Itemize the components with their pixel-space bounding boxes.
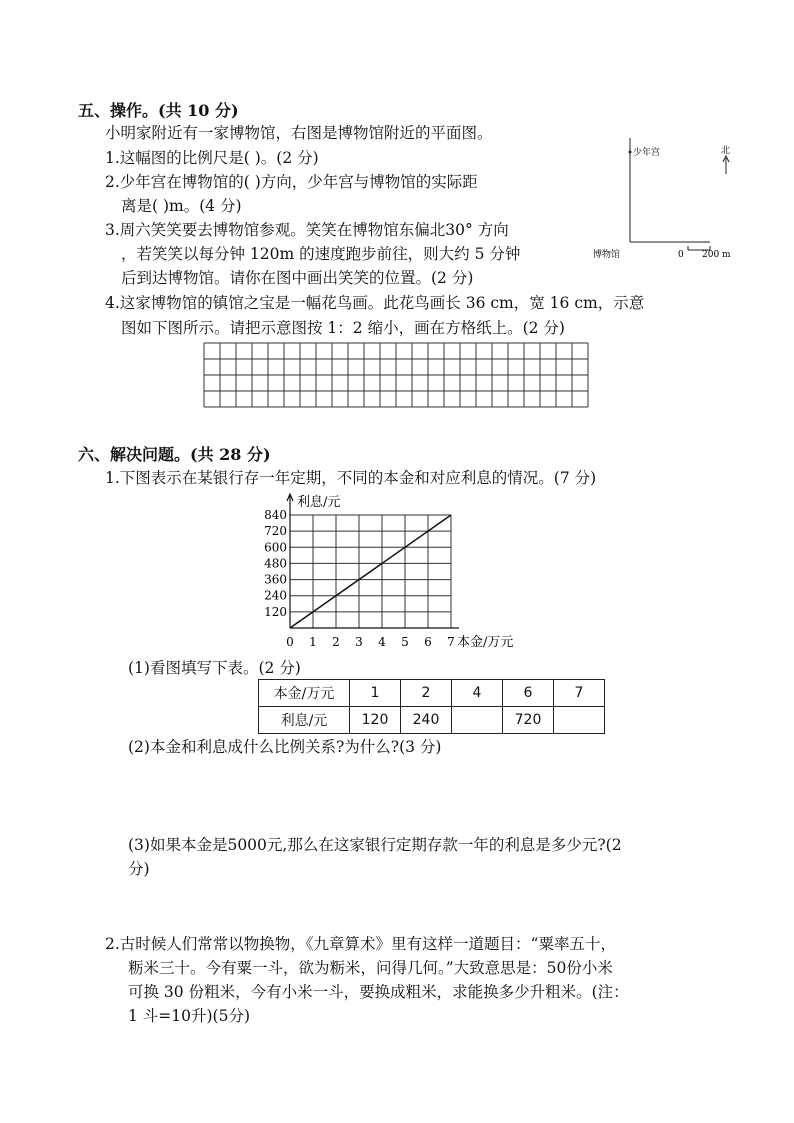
table-row: [259, 707, 605, 734]
x-axis-label: 本金/万元: [457, 635, 514, 650]
question-6-1-3-line1: (3)如果本金是5000元,那么在这家银行定期存款一年的利息是多少元?(2: [128, 836, 622, 854]
question-6-2-line1: 2.古时候人们常常以物换物，《九章算术》里有这样一道题目：“粟率五十，: [105, 935, 616, 953]
question-6-2-line2: 粝米三十。今有粟一斗，欲为粝米，问得几何。”大致意思是：50份小米: [128, 959, 613, 977]
y-tick-label: 840: [264, 508, 287, 522]
question-5-3-line2: ，若笑笑以每分钟 120m 的速度跑步前往，则大约 5 分钟: [121, 245, 521, 263]
question-6-2-line4: 1 斗=10升)(5分): [128, 1007, 251, 1025]
question-5-3-line3: 后到达博物馆。请你在图中画出笑笑的位置。(2 分): [121, 269, 474, 287]
principal-interest-table: [258, 679, 605, 734]
question-6-2-line3: 可换 30 份粗米，今有小米一斗，要换成粗米，求能换多少升粗米。(注：: [128, 983, 629, 1001]
section-5-title: 五、操作。(共 10 分): [78, 101, 239, 120]
question-5-3-line1: 3.周六笑笑要去博物馆参观。笑笑在博物馆东偏北30° 方向: [105, 221, 509, 239]
y-tick-label: 120: [264, 604, 287, 619]
x-tick-label: 5: [401, 635, 409, 649]
north-arrow-icon: [723, 156, 729, 174]
question-5-1: 1.这幅图的比例尺是( )。(2 分): [105, 149, 319, 167]
y-axis-label: 利息/元: [297, 495, 341, 510]
table-row: [259, 680, 605, 707]
interest-line-chart: [255, 490, 540, 655]
table-cell: 6: [503, 680, 554, 707]
y-tick-label: 480: [264, 556, 287, 571]
y-tick-label: 360: [264, 572, 287, 587]
answer-blank-cell[interactable]: [554, 707, 605, 734]
table-header-interest: 利息/元: [259, 707, 350, 734]
y-tick-label: 240: [264, 588, 287, 603]
question-5-4-line2: 图如下图所示。请把示意图按 1：2 缩小，画在方格纸上。(2 分): [121, 319, 565, 337]
table-cell: 4: [452, 680, 503, 707]
museum-map: [590, 136, 740, 266]
question-5-2-line1: 2.少年宫在博物馆的( )方向，少年宫与博物馆的实际距: [105, 173, 478, 191]
x-tick-label: 1: [309, 635, 317, 649]
question-5-4-line1: 4.这家博物馆的镇馆之宝是一幅花鸟画。此花鸟画长 36 cm，宽 16 cm，示意: [105, 294, 645, 312]
x-tick-label: 2: [332, 635, 340, 649]
question-6-1-3-line2: 分): [128, 860, 150, 878]
x-tick-label: 4: [378, 635, 386, 649]
youth-palace-point: [629, 151, 632, 154]
table-cell: 2: [401, 680, 452, 707]
table-cell: 1: [350, 680, 401, 707]
scale-distance-label: 200 m: [702, 250, 731, 260]
youth-palace-label: 少年宫: [633, 148, 661, 158]
table-cell: 720: [503, 707, 554, 734]
table-cell: 120: [350, 707, 401, 734]
x-tick-label: 6: [424, 635, 432, 649]
table-header-principal: 本金/万元: [259, 680, 350, 707]
question-6-1-2: (2)本金和利息成什么比例关系?为什么?(3 分): [128, 738, 442, 756]
question-5-2-line2: 离是( )m。(4 分): [121, 197, 242, 215]
table-cell: 7: [554, 680, 605, 707]
x-tick-label: 7: [447, 635, 455, 649]
table-cell: 240: [401, 707, 452, 734]
y-tick-label: 720: [264, 524, 287, 539]
answer-blank-cell[interactable]: [452, 707, 503, 734]
north-label: 北: [721, 146, 731, 156]
scale-zero-label: 0: [678, 250, 684, 260]
museum-label: 博物馆: [593, 250, 621, 260]
section-5-intro: 小明家附近有一家博物馆，右图是博物馆附近的平面图。: [105, 124, 493, 142]
y-tick-label: 600: [264, 540, 287, 555]
interest-series-line: [290, 515, 451, 628]
question-6-1: 1.下图表示在某银行存一年定期，不同的本金和对应利息的情况。(7 分): [105, 469, 597, 487]
question-6-1-1: (1)看图填写下表。(2 分): [128, 659, 301, 677]
x-tick-label: 0: [286, 635, 294, 649]
section-6-title: 六、解决问题。(共 28 分): [78, 445, 271, 464]
x-tick-label: 3: [355, 635, 363, 649]
drawing-grid-paper[interactable]: [203, 342, 593, 408]
